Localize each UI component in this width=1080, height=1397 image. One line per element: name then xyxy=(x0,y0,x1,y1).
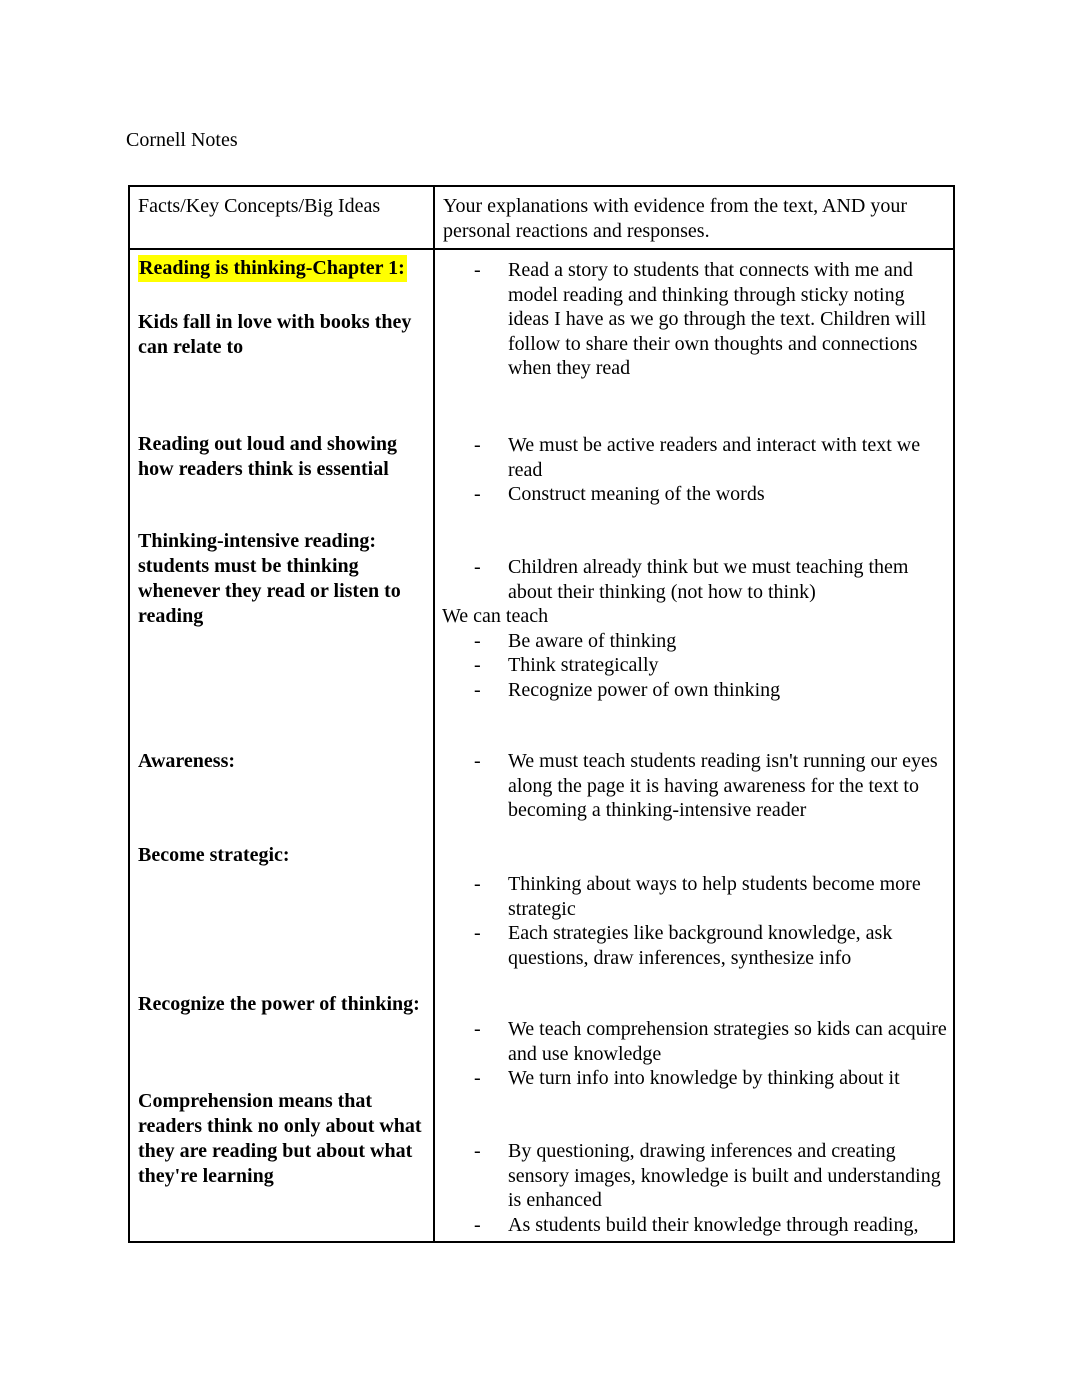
note-text: We turn info into knowledge by thinking about it xyxy=(508,1067,900,1089)
note-text: Thinking about ways to help students become more strategic xyxy=(508,873,921,920)
table-content-row xyxy=(130,250,953,1241)
note-group xyxy=(435,433,947,507)
fact-topic: Reading out loud and showing how readers think is essential xyxy=(138,433,397,480)
note-group xyxy=(435,1017,947,1091)
note-group xyxy=(435,872,947,970)
bullet-dash: - xyxy=(474,483,481,505)
highlighted-text: Reading is thinking-Chapter 1: xyxy=(138,255,407,282)
note-bullet-item xyxy=(435,555,947,604)
note-bullet-item xyxy=(435,629,947,654)
note-bullet-item xyxy=(435,678,947,703)
header-explanations-column: Your explanations with evidence from the text, AND your personal reactions and responses. xyxy=(443,195,907,242)
fact-topic: Become strategic: xyxy=(138,844,290,866)
explanations-column-cell xyxy=(435,250,953,1241)
note-text: Construct meaning of the words xyxy=(508,483,765,505)
note-bullet-item xyxy=(435,749,947,823)
bullet-dash: - xyxy=(474,1018,481,1040)
fact-topic: Thinking-intensive reading: students must be thinking whenever they read or listen to reading xyxy=(138,530,401,627)
note-text: Recognize power of own thinking xyxy=(508,678,781,701)
note-group xyxy=(435,1139,947,1237)
note-group xyxy=(435,555,947,702)
bullet-dash: - xyxy=(474,434,481,456)
note-bullet-item xyxy=(435,482,947,507)
note-bullet-item xyxy=(435,921,947,970)
note-bullet-item xyxy=(435,433,947,482)
fact-topic: Awareness: xyxy=(138,750,236,772)
note-text: Each strategies like background knowledge, ask questions, draw inferences, synthesize info xyxy=(508,922,893,969)
note-text: By questioning, drawing inferences and creating sensory images, knowledge is built and understanding is enhanced xyxy=(508,1140,941,1211)
bullet-dash: - xyxy=(474,654,481,676)
bullet-dash: - xyxy=(474,678,481,701)
page-title: Cornell Notes xyxy=(126,129,238,151)
bullet-dash: - xyxy=(474,259,481,281)
note-text: Children already think but we must teaching them about their thinking (not how to think) xyxy=(508,556,909,603)
bullet-dash: - xyxy=(474,556,481,578)
fact-topic: Recognize the power of thinking: xyxy=(138,993,420,1015)
bullet-dash: - xyxy=(474,750,481,772)
bullet-dash: - xyxy=(474,1213,481,1236)
bullet-dash: - xyxy=(474,873,481,895)
note-group xyxy=(435,749,947,823)
note-bullet-item xyxy=(435,872,947,921)
note-text: Think strategically xyxy=(508,654,659,676)
note-bullet-item xyxy=(435,1017,947,1066)
bullet-dash: - xyxy=(474,629,481,652)
note-text: Be aware of thinking xyxy=(508,629,677,652)
bullet-dash: - xyxy=(474,1067,481,1089)
header-facts-column: Facts/Key Concepts/Big Ideas xyxy=(130,187,435,248)
cornell-notes-table xyxy=(128,185,955,1243)
note-group xyxy=(435,258,947,381)
note-bullet-item xyxy=(435,258,947,381)
fact-topic: Comprehension means that readers think no only about what they are reading but about what they're learning xyxy=(138,1090,422,1187)
bullet-dash: - xyxy=(474,1140,481,1162)
note-text: We must be active readers and interact with text we read xyxy=(508,434,921,481)
note-text: We teach comprehension strategies so kids can acquire and use knowledge xyxy=(508,1018,947,1065)
note-bullet-item xyxy=(435,1139,947,1213)
note-plain-item: We can teach xyxy=(442,605,549,627)
note-bullet-item xyxy=(435,1213,947,1238)
note-bullet-item xyxy=(435,1066,947,1091)
note-text: We must teach students reading isn't running our eyes along the page it is having awareness for the text to becoming a thinking-intensive reader xyxy=(508,750,938,821)
fact-topic: Kids fall in love with books they can relate to xyxy=(138,311,412,358)
note-bullet-item xyxy=(435,653,947,678)
fact-topic-highlighted xyxy=(138,256,427,281)
note-text: Read a story to students that connects with me and model reading and thinking through sticky noting ideas I have as we go through the text. Children will follow to share their own thoughts and connections when they read xyxy=(508,259,927,379)
facts-column-cell xyxy=(130,250,435,1241)
note-text: As students build their knowledge through reading, xyxy=(508,1213,919,1236)
table-header-row xyxy=(130,187,953,250)
bullet-dash: - xyxy=(474,922,481,944)
